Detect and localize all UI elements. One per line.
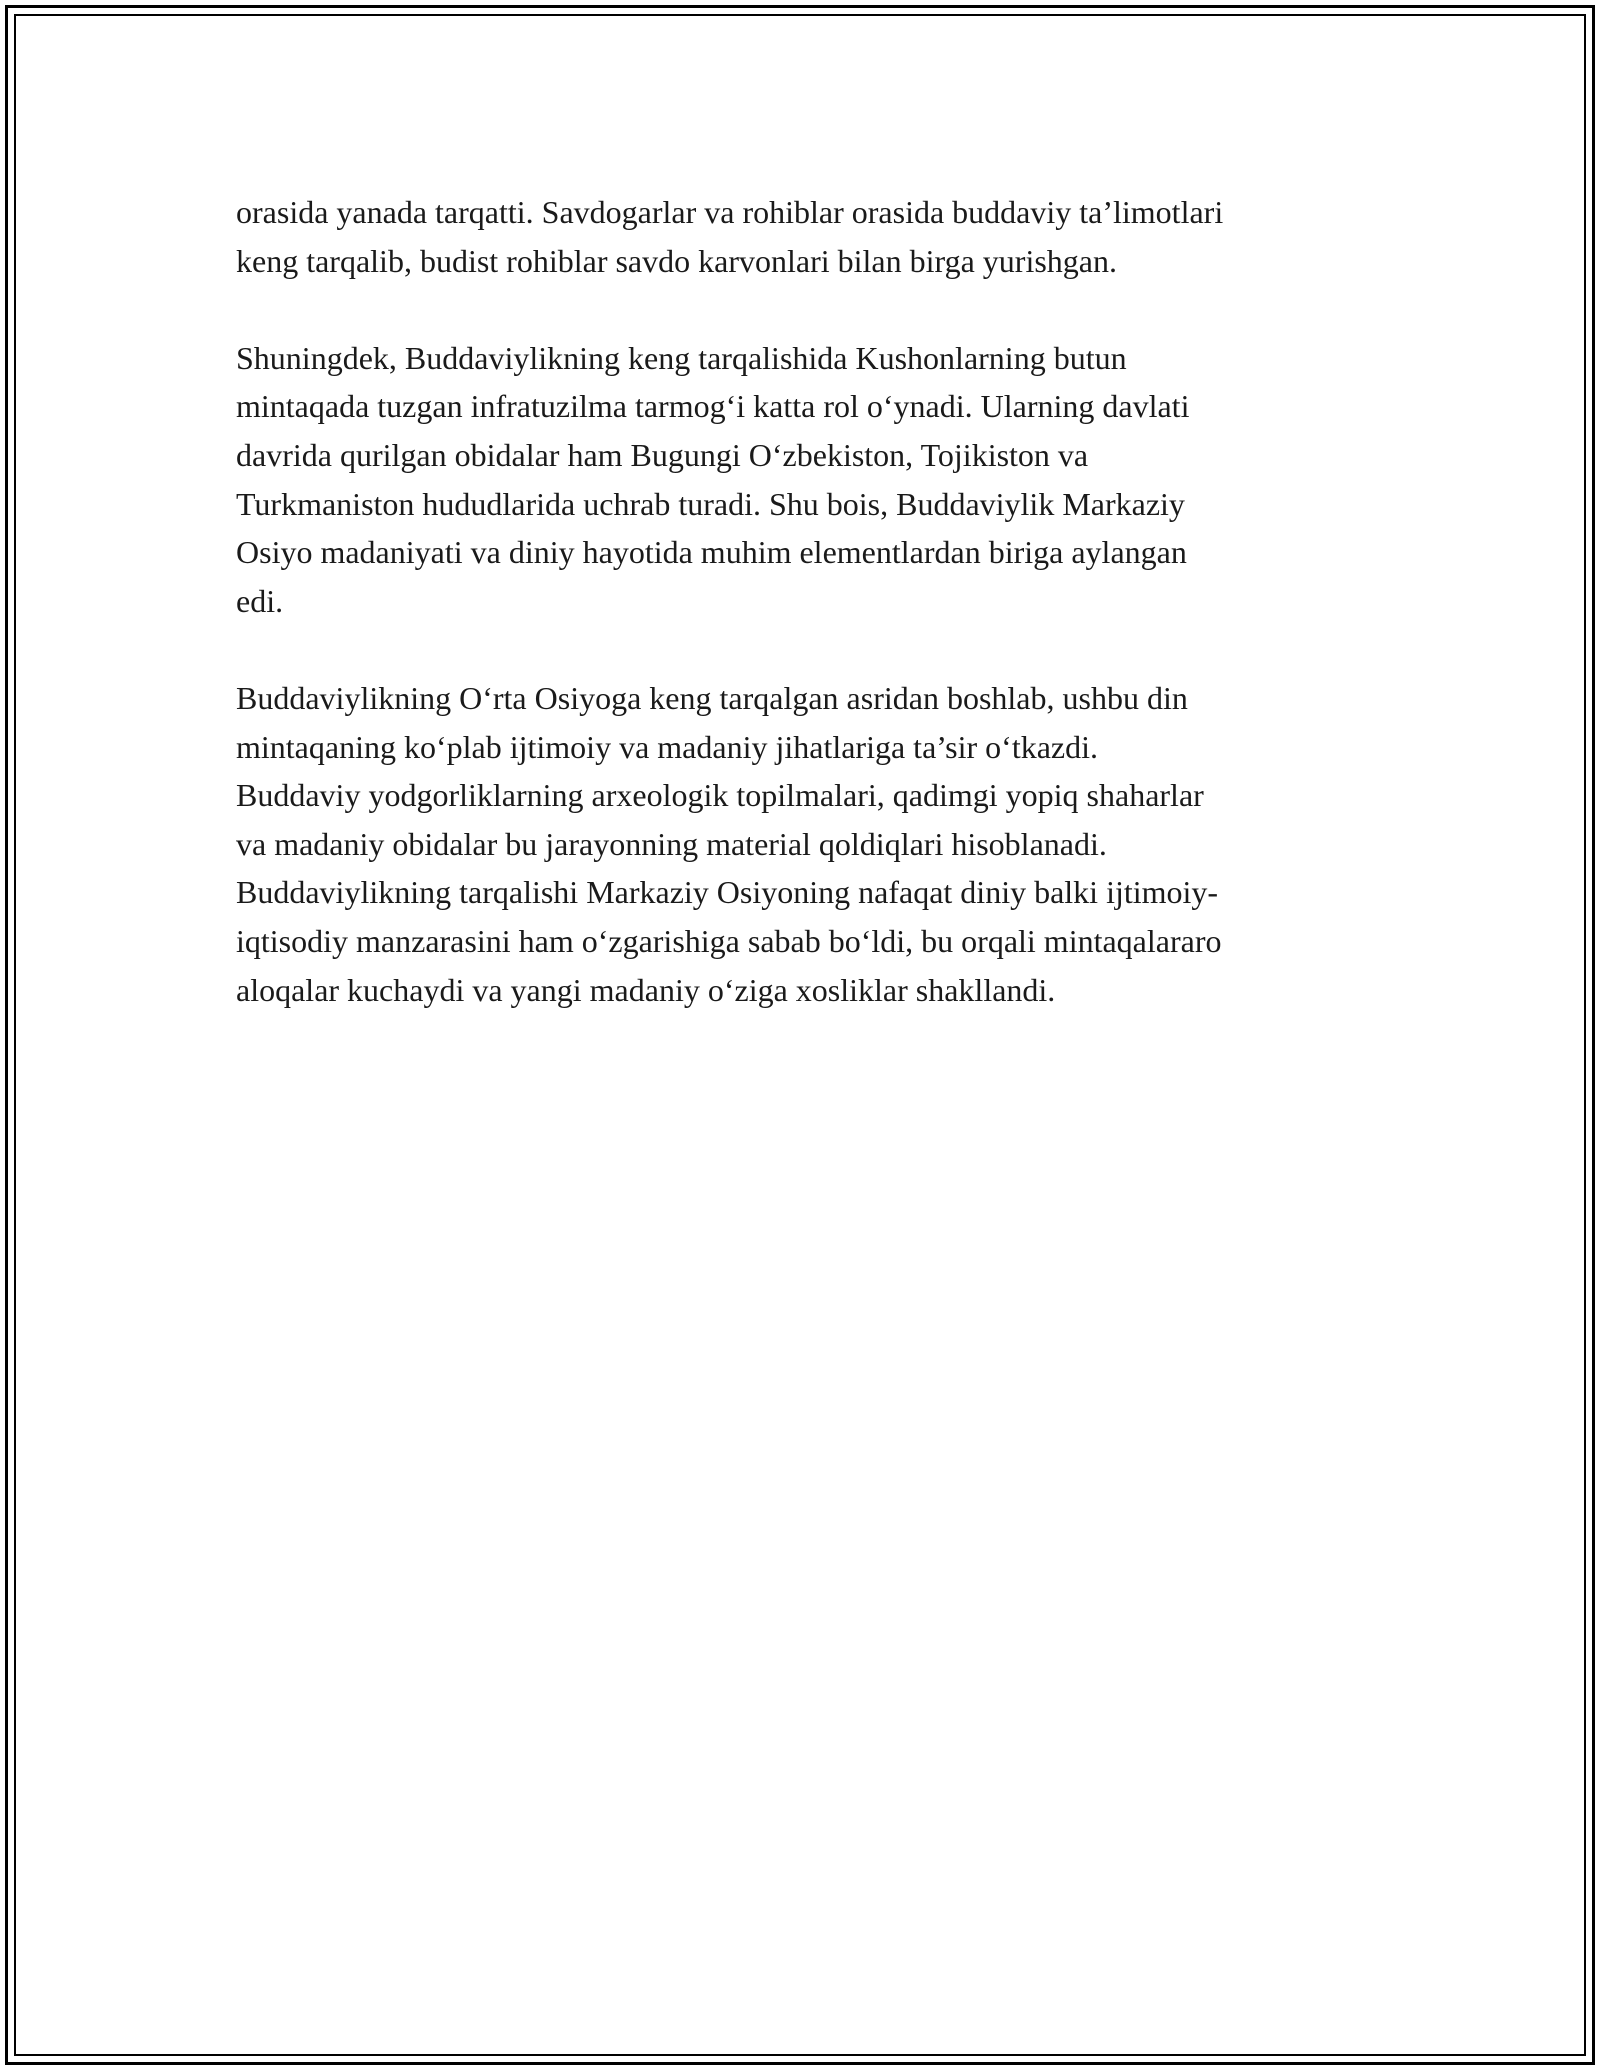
document-body bbox=[236, 188, 1386, 1063]
paragraph-1: orasida yanada tarqatti. Savdogarlar va rohiblar orasida buddaviy ta’limotlari keng tarqalib, budist rohiblar savdo karvonlari bilan birga yurishgan. bbox=[236, 194, 1224, 279]
paragraph-2: Shuningdek, Buddaviylikning keng tarqalishida Kushonlarning butun mintaqada tuzgan infratuzilma tarmog‘i katta rol o‘ynadi. Ularning davlati davrida qurilgan obidalar ham Bugungi O‘zbekiston, Tojikiston va Turkmaniston hududlarida uchrab turadi. Shu bois, Buddaviylik Markaziy Osiyo madaniyati va diniy hayotida muhim elementlardan biriga aylangan edi. bbox=[236, 339, 1190, 619]
paragraph-3: Buddaviylikning O‘rta Osiyoga keng tarqalgan asridan boshlab, ushbu din mintaqaning ko‘plab ijtimoiy va madaniy jihatlariga ta’sir o‘tkazdi. Buddaviy yodgorliklarning arxeologik topilmalari, qadimgi yopiq shaharlar va madaniy obidalar bu jarayonning material qoldiqlari hisoblanadi. Buddaviylikning tarqalishi Markaziy Osiyoning nafaqat diniy balki ijtimoiy- iqtisodiy manzarasini ham o‘zgarishiga sabab bo‘ldi, bu orqali mintaqalararo aloqalar kuchaydi va yangi madaniy o‘ziga xosliklar shakllandi. bbox=[236, 679, 1222, 1008]
